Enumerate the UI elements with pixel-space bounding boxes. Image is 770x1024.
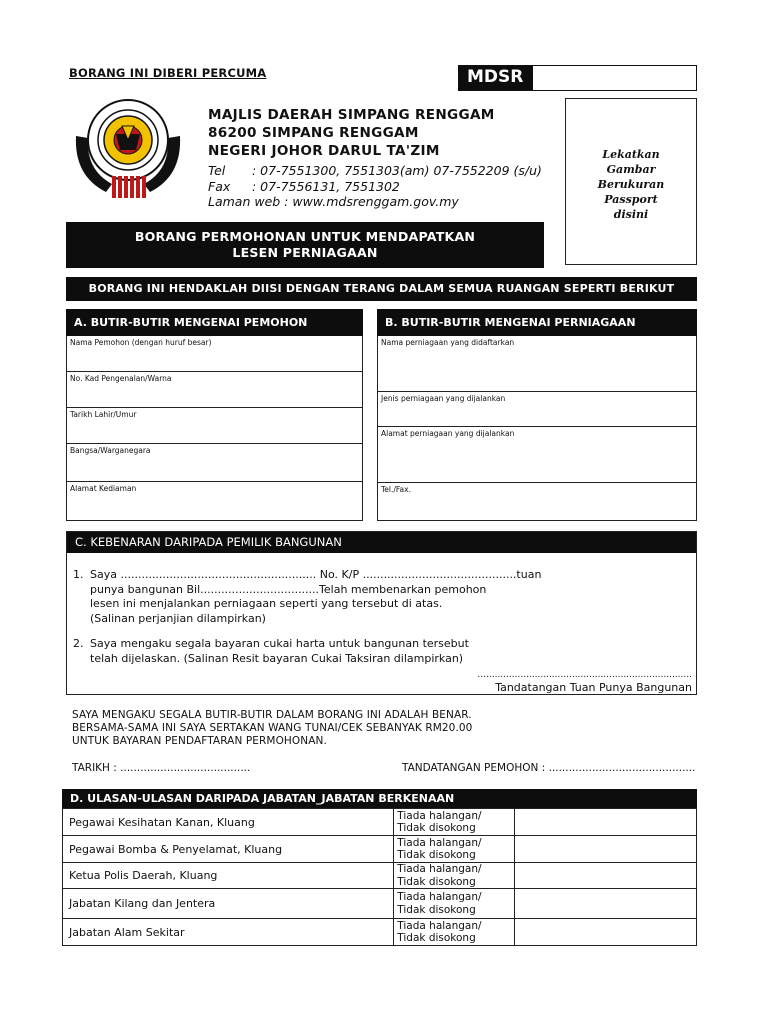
table-row: [63, 889, 697, 919]
field-label: Bangsa/Warganegara: [70, 446, 151, 455]
item-line: (Salinan perjanjian dilampirkan): [90, 611, 266, 625]
section-a: [66, 309, 363, 521]
field-label: Tarikh Lahir/Umur: [70, 410, 137, 419]
section-d: [62, 789, 697, 945]
section-a-heading: A. BUTIR-BUTIR MENGENAI PEMOHON: [66, 309, 363, 336]
website: Laman web : www.mdsrenggam.gov.my: [208, 194, 459, 209]
field-label: Tel./Fax.: [381, 485, 411, 494]
form-title-line-1: BORANG PERMOHONAN UNTUK MENDAPATKAN: [134, 229, 476, 244]
status-option: Tiada halangan/: [397, 863, 482, 875]
item-line: telah dijelaskan. (Salinan Resit bayaran Cukai Taksiran dilampirkan): [90, 651, 464, 665]
owner-consent-item: [73, 568, 541, 626]
form-title: [66, 222, 544, 268]
status-option: Tidak disokong: [397, 875, 476, 888]
field-label: No. Kad Pengenalan/Warna: [70, 374, 172, 383]
status-option: Tiada halangan/: [397, 891, 482, 903]
nationality-field[interactable]: [67, 444, 362, 482]
tel-label: Tel: [208, 163, 226, 178]
table-row: [63, 863, 697, 889]
mdsr-reference-box: [458, 65, 697, 91]
department-table: [62, 808, 697, 946]
status-option: Tidak disokong: [397, 849, 476, 861]
item-line: lesen ini menjalankan perniagaan seperti yang tersebut di atas.: [90, 597, 443, 610]
section-b: [377, 309, 697, 521]
applicant-name-field[interactable]: [67, 336, 362, 372]
council-address: [208, 106, 495, 160]
status-options[interactable]: [394, 919, 515, 946]
tax-declaration-item: [73, 637, 541, 666]
item-number: 1.: [73, 568, 84, 581]
council-state: NEGERI JOHOR DARUL TA'ZIM: [208, 143, 440, 159]
tel-fax-field[interactable]: [378, 483, 696, 518]
business-type-field[interactable]: [378, 392, 696, 427]
item-line: punya bangunan Bil..................................Telah membenarkan pemohon: [90, 582, 487, 596]
status-options[interactable]: [394, 836, 515, 863]
item-line: Saya mengaku segala bayaran cukai harta untuk bangunan tersebut: [90, 637, 469, 650]
photo-text-5: disini: [613, 208, 649, 221]
status-options[interactable]: [394, 889, 515, 919]
department-name: Jabatan Alam Sekitar: [63, 919, 394, 946]
council-logo-icon: [72, 96, 184, 200]
section-d-heading: D. ULASAN-ULASAN DARIPADA JABATAN_JABATAN BERKENAAN: [62, 789, 697, 808]
field-label: Nama perniagaan yang didaftarkan: [381, 338, 515, 347]
photo-text-3: Berukuran: [597, 178, 665, 191]
applicant-signature-field[interactable]: TANDATANGAN PEMOHON : ............................................: [402, 762, 696, 774]
council-postcode: 86200 SIMPANG RENGGAM: [208, 125, 419, 141]
free-form-label: BORANG INI DIBERI PERCUMA: [69, 66, 267, 80]
mdsr-label: MDSR: [459, 66, 533, 90]
owner-signature-label: Tandatangan Tuan Punya Bangunan: [495, 681, 692, 694]
council-name: MAJLIS DAERAH SIMPANG RENGGAM: [208, 107, 495, 123]
status-option: Tiada halangan/: [397, 919, 482, 932]
home-address-field[interactable]: [67, 482, 362, 518]
field-label: Alamat Kediaman: [70, 484, 137, 493]
comment-cell[interactable]: [514, 809, 696, 836]
fax-label: Fax: [208, 178, 231, 194]
owner-signature-line[interactable]: ...........................................................................: [477, 670, 692, 680]
status-option: Tidak disokong: [397, 822, 476, 834]
status-option: Tidak disokong: [397, 932, 476, 944]
photo-text-1: Lekatkan: [602, 148, 660, 161]
status-options[interactable]: [394, 809, 515, 836]
status-option: Tidak disokong: [397, 903, 476, 916]
birth-date-field[interactable]: [67, 408, 362, 444]
status-options[interactable]: [394, 863, 515, 889]
comment-cell[interactable]: [514, 889, 696, 919]
contact-info: [208, 163, 542, 210]
comment-cell[interactable]: [514, 919, 696, 946]
declaration: [72, 709, 472, 748]
table-row: [63, 809, 697, 836]
department-name: Ketua Polis Daerah, Kluang: [63, 863, 394, 889]
department-name: Jabatan Kilang dan Jentera: [63, 889, 394, 919]
business-address-field[interactable]: [378, 427, 696, 483]
table-row: [63, 836, 697, 863]
comment-cell[interactable]: [514, 863, 696, 889]
business-name-field[interactable]: [378, 336, 696, 392]
section-c-heading: C. KEBENARAN DARIPADA PEMILIK BANGUNAN: [67, 532, 696, 553]
photo-text-4: Passport: [604, 193, 658, 206]
comment-cell[interactable]: [514, 836, 696, 863]
field-label: Alamat perniagaan yang dijalankan: [381, 429, 515, 438]
section-b-heading: B. BUTIR-BUTIR MENGENAI PERNIAGAAN: [377, 309, 697, 336]
table-row: [63, 919, 697, 946]
section-c: [66, 531, 697, 695]
declaration-line: BERSAMA-SAMA INI SAYA SERTAKAN WANG TUNAI/CEK SEBANYAK RM20.00: [72, 722, 473, 734]
passport-photo-box: [565, 98, 697, 265]
date-field[interactable]: TARIKH : .......................................: [72, 762, 251, 774]
department-name: Pegawai Bomba & Penyelamat, Kluang: [63, 836, 394, 863]
item-line: Saya ........................................................ No. K/P ............................................tuan: [90, 568, 542, 581]
form-title-line-2: LESEN PERNIAGAAN: [232, 245, 378, 260]
field-label: Jenis perniagaan yang dijalankan: [381, 394, 506, 403]
item-number: 2.: [73, 637, 84, 650]
department-name: Pegawai Kesihatan Kanan, Kluang: [63, 809, 394, 836]
instruction-bar: BORANG INI HENDAKLAH DIISI DENGAN TERANG DALAM SEMUA RUANGAN SEPERTI BERIKUT: [66, 277, 697, 301]
tel-value: : 07-7551300, 7551303(am) 07-7552209 (s/u): [252, 163, 542, 178]
field-label: Nama Pemohon (dengan huruf besar): [70, 338, 212, 347]
declaration-line: SAYA MENGAKU SEGALA BUTIR-BUTIR DALAM BORANG INI ADALAH BENAR.: [72, 709, 472, 721]
ic-number-field[interactable]: [67, 372, 362, 408]
fax-value: : 07-7556131, 7551302: [252, 178, 400, 194]
declaration-line: UNTUK BAYARAN PENDAFTARAN PERMOHONAN.: [72, 735, 327, 747]
photo-text-2: Gambar: [606, 163, 656, 176]
status-option: Tiada halangan/: [397, 809, 482, 822]
status-option: Tiada halangan/: [397, 836, 482, 849]
